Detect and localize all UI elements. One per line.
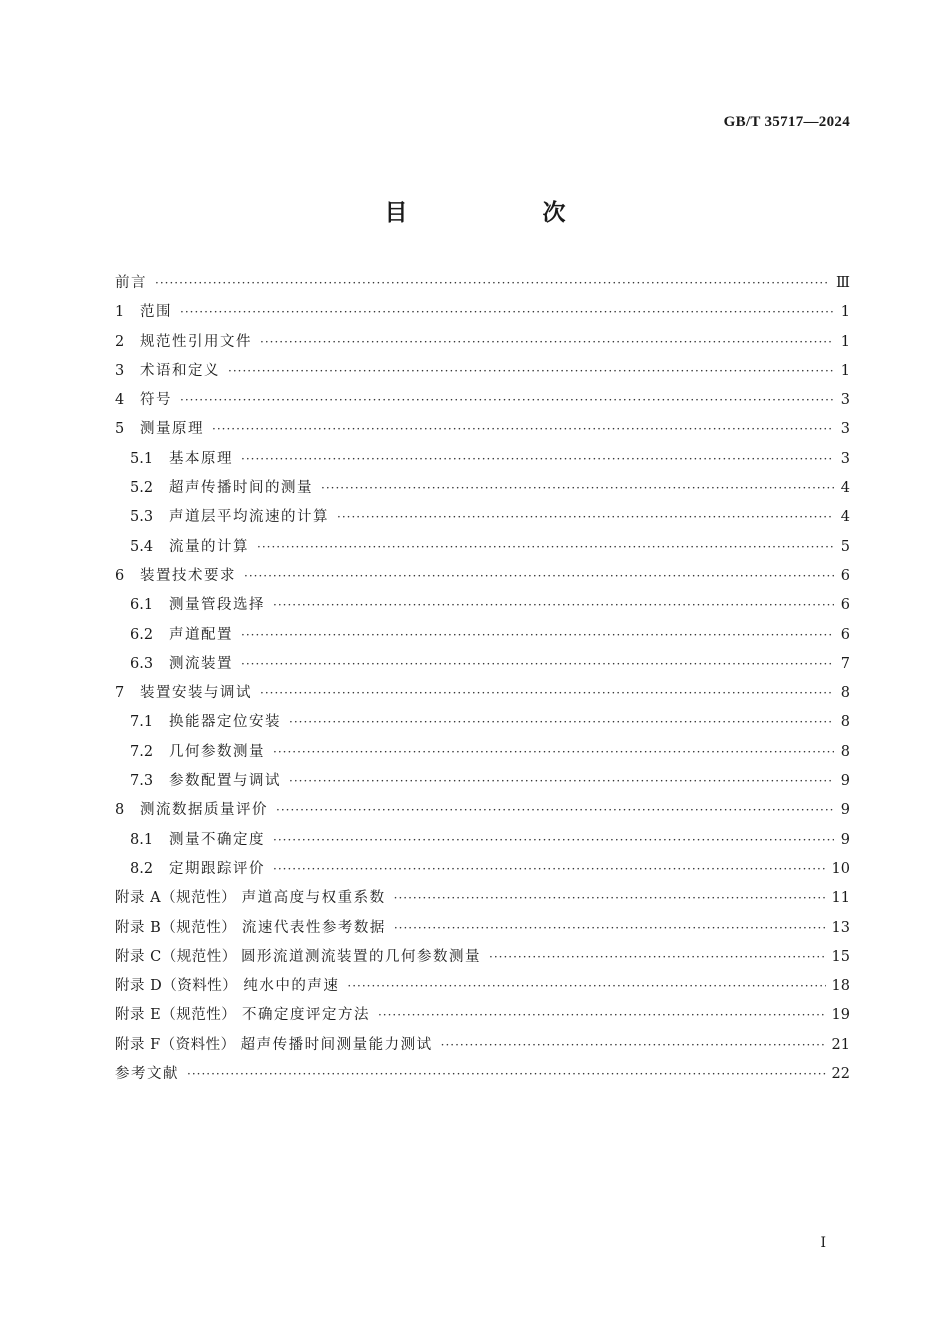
toc-dot-leader <box>289 708 834 737</box>
toc-annex-id: 附录 C（规范性） <box>115 948 237 965</box>
toc-entry-page: 22 <box>831 1066 850 1083</box>
toc-dot-leader <box>241 621 834 650</box>
toc-entry-page: 13 <box>831 919 850 936</box>
toc-annex-id: 附录 D（资料性） <box>115 978 238 995</box>
toc-entry-number: 6.1 <box>130 597 154 614</box>
toc-entry-page: 4 <box>840 480 850 497</box>
toc-entry-page: 6 <box>840 597 850 614</box>
toc-entry-page: 7 <box>840 655 850 672</box>
toc-entry-page: Ⅲ <box>836 275 850 291</box>
toc-entry-label: 定期跟踪评价 <box>169 860 265 877</box>
toc-entry-subsection[interactable] <box>115 708 850 737</box>
toc-entry-number: 6 <box>115 567 125 584</box>
standard-number: GB/T 35717—2024 <box>723 114 850 130</box>
toc-entry-page: 18 <box>831 978 850 995</box>
toc-entry-label: 前言 <box>115 275 147 291</box>
toc-entry-subsection[interactable] <box>115 650 850 679</box>
toc-entry-subsection[interactable] <box>115 474 850 503</box>
toc-entry[interactable] <box>115 269 850 298</box>
toc-dot-leader <box>276 796 834 825</box>
toc-dot-leader <box>273 855 826 884</box>
toc-entry-page: 1 <box>840 333 850 350</box>
toc-entry-number: 5.3 <box>130 509 154 526</box>
toc-entry-label: 参数配置与调试 <box>169 773 281 790</box>
toc-entry[interactable] <box>115 679 850 708</box>
toc-dot-leader <box>289 767 834 796</box>
toc-entry-number: 7.2 <box>130 743 154 760</box>
toc-entry[interactable] <box>115 415 850 444</box>
toc-entry-number: 2 <box>115 333 125 350</box>
toc-entry-number: 7.1 <box>130 714 154 731</box>
toc-entry-label: 换能器定位安装 <box>169 714 281 731</box>
toc-entry-label: 测量不确定度 <box>169 831 265 848</box>
toc-entry-page: 3 <box>840 392 850 409</box>
toc-entry-label: 几何参数测量 <box>169 743 265 760</box>
toc-entry-number: 8.2 <box>130 860 154 877</box>
toc-dot-leader <box>187 1060 826 1089</box>
toc-entry[interactable] <box>115 357 850 386</box>
toc-dot-leader <box>260 328 834 357</box>
toc-entry-annex[interactable] <box>115 914 850 943</box>
toc-entry-page: 15 <box>831 948 850 965</box>
toc-entry-number: 5 <box>115 421 125 438</box>
toc-entry[interactable] <box>115 1060 850 1089</box>
toc-entry-label: 装置安装与调试 <box>140 685 252 702</box>
toc-entry-label: 超声传播时间的测量 <box>169 480 313 497</box>
toc-dot-leader <box>273 591 834 620</box>
toc-entry-subsection[interactable] <box>115 826 850 855</box>
toc-entry-page: 10 <box>831 860 850 877</box>
toc-entry-number: 7.3 <box>130 773 154 790</box>
toc-entry-label: 测流数据质量评价 <box>140 802 268 819</box>
toc-entry-subsection[interactable] <box>115 621 850 650</box>
toc-entry-label: 流速代表性参考数据 <box>241 919 386 936</box>
toc-entry-subsection[interactable] <box>115 738 850 767</box>
toc-entry[interactable] <box>115 298 850 327</box>
toc-entry-page: 5 <box>840 538 850 555</box>
toc-entry-label: 符号 <box>140 392 172 409</box>
toc-entry-label: 装置技术要求 <box>140 567 236 584</box>
toc-entry-subsection[interactable] <box>115 767 850 796</box>
toc-entry-label: 纯水中的声速 <box>243 978 340 995</box>
toc-entry-number: 5.1 <box>130 450 154 467</box>
toc-entry-label: 超声传播时间测量能力测试 <box>240 1036 433 1053</box>
toc-dot-leader <box>337 503 834 532</box>
toc-annex-id: 附录 F（资料性） <box>115 1036 236 1053</box>
toc-entry-annex[interactable] <box>115 1001 850 1030</box>
toc-entry-label: 规范性引用文件 <box>140 333 252 350</box>
toc-entry-page: 8 <box>840 685 850 702</box>
toc-entry-label: 声道高度与权重系数 <box>241 890 386 907</box>
toc-entry-label: 范围 <box>140 304 172 321</box>
toc-dot-leader <box>489 943 826 972</box>
toc-entry-subsection[interactable] <box>115 503 850 532</box>
toc-dot-leader <box>394 884 826 913</box>
toc-entry-label: 不确定度评定方法 <box>241 1007 370 1024</box>
toc-dot-leader <box>241 445 834 474</box>
toc-entry-label: 术语和定义 <box>140 362 220 379</box>
toc-entry-number: 3 <box>115 362 125 379</box>
toc-entry-page: 8 <box>840 714 850 731</box>
toc-dot-leader <box>260 679 834 708</box>
toc-dot-leader <box>155 269 830 298</box>
toc-dot-leader <box>244 562 834 591</box>
toc-entry-subsection[interactable] <box>115 533 850 562</box>
toc-dot-leader <box>378 1001 826 1030</box>
toc-entry-label: 测量原理 <box>140 421 204 438</box>
toc-entry-annex[interactable] <box>115 884 850 913</box>
toc-entry-number: 6.2 <box>130 626 154 643</box>
toc-entry-label: 参考文献 <box>115 1066 179 1083</box>
toc-entry-page: 9 <box>840 831 850 848</box>
toc-entry-label: 测流装置 <box>169 655 233 672</box>
toc-entry-label: 声道层平均流速的计算 <box>169 509 329 526</box>
toc-annex-id: 附录 B（规范性） <box>115 919 237 936</box>
toc-entry-page: 3 <box>840 450 850 467</box>
toc-entry[interactable] <box>115 796 850 825</box>
toc-entry-page: 3 <box>840 421 850 438</box>
toc-entry-label: 测量管段选择 <box>169 597 265 614</box>
toc-entry-subsection[interactable] <box>115 591 850 620</box>
toc-entry-label: 圆形流道测流装置的几何参数测量 <box>241 948 482 965</box>
toc-entry-annex[interactable] <box>115 972 850 1001</box>
toc-entry-label: 声道配置 <box>169 626 233 643</box>
toc-annex-id: 附录 A（规范性） <box>115 890 237 907</box>
toc-dot-leader <box>441 1031 826 1060</box>
toc-entry-label: 流量的计算 <box>169 538 249 555</box>
toc-dot-leader <box>180 298 834 327</box>
toc-entry-number: 8 <box>115 802 125 819</box>
toc-entry-page: 6 <box>840 626 850 643</box>
toc-entry-page: 1 <box>840 304 850 321</box>
toc-entry-number: 7 <box>115 685 125 702</box>
table-of-contents <box>115 269 850 1089</box>
toc-entry[interactable] <box>115 386 850 415</box>
toc-dot-leader <box>228 357 834 386</box>
toc-entry-page: 9 <box>840 802 850 819</box>
toc-entry-annex[interactable] <box>115 943 850 972</box>
toc-entry-number: 5.2 <box>130 480 154 497</box>
toc-entry-annex[interactable] <box>115 1031 850 1060</box>
toc-entry-page: 1 <box>840 362 850 379</box>
toc-dot-leader <box>273 738 834 767</box>
page-folio: Ⅰ <box>820 1235 826 1251</box>
toc-entry-number: 5.4 <box>130 538 154 555</box>
toc-entry-page: 8 <box>840 743 850 760</box>
toc-entry[interactable] <box>115 328 850 357</box>
toc-entry-page: 4 <box>840 509 850 526</box>
toc-entry-page: 19 <box>831 1007 850 1024</box>
toc-entry-number: 8.1 <box>130 831 154 848</box>
toc-dot-leader <box>180 386 834 415</box>
toc-entry[interactable] <box>115 562 850 591</box>
toc-entry-page: 6 <box>840 567 850 584</box>
toc-entry-number: 4 <box>115 392 125 409</box>
toc-entry-page: 11 <box>831 890 850 907</box>
toc-dot-leader <box>212 415 834 444</box>
toc-dot-leader <box>321 474 834 503</box>
toc-entry-subsection[interactable] <box>115 855 850 884</box>
page-title: 目 次 <box>384 200 622 226</box>
toc-entry-page: 9 <box>840 773 850 790</box>
toc-entry-subsection[interactable] <box>115 445 850 474</box>
toc-dot-leader <box>257 533 834 562</box>
toc-entry-label: 基本原理 <box>169 450 233 467</box>
toc-dot-leader <box>347 972 825 1001</box>
toc-entry-page: 21 <box>831 1036 850 1053</box>
toc-dot-leader <box>241 650 834 679</box>
toc-annex-id: 附录 E（规范性） <box>115 1007 237 1024</box>
toc-entry-number: 6.3 <box>130 655 154 672</box>
toc-dot-leader <box>394 914 826 943</box>
toc-entry-number: 1 <box>115 304 125 321</box>
toc-dot-leader <box>273 826 834 855</box>
